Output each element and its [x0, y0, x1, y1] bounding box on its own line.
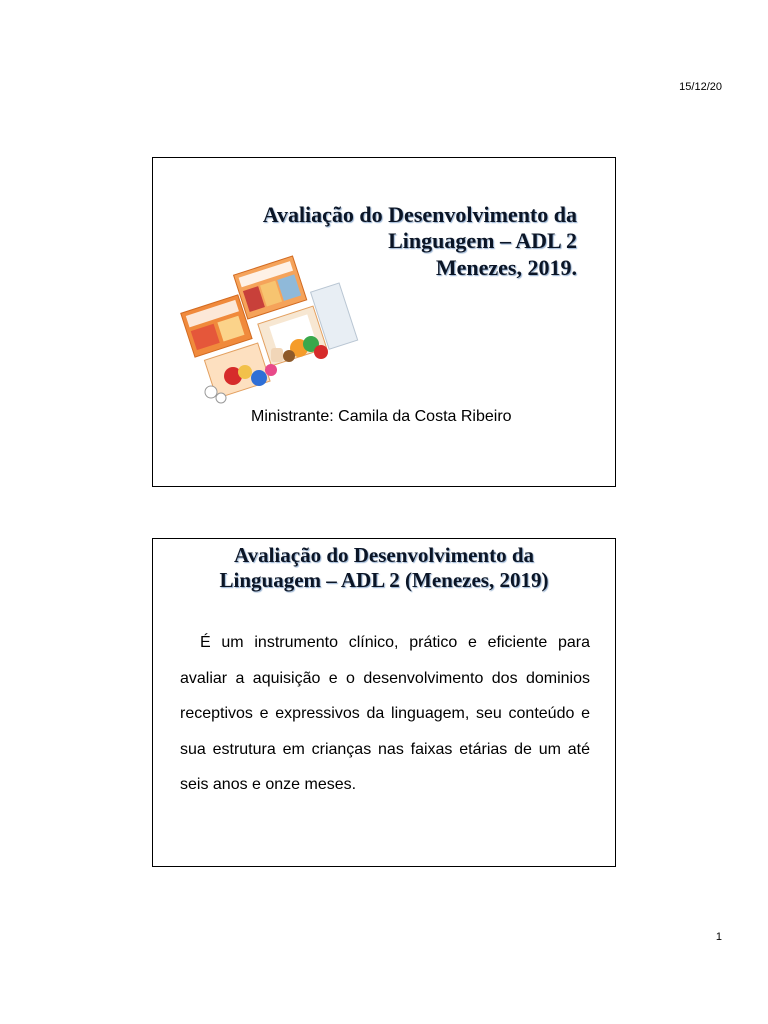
slide-1-title-line: Linguagem – ADL 2: [388, 228, 577, 254]
slide-2-title: [153, 539, 615, 593]
page-number: 1: [715, 931, 722, 943]
page-date: 15/12/20: [679, 81, 722, 93]
adl2-test-kit-image: [171, 248, 361, 418]
slide-1: [152, 157, 616, 487]
slide-2-title-line: Avaliação do Desenvolvimento da: [233, 543, 535, 567]
slide-1-title-line: Menezes, 2019.: [435, 254, 577, 280]
slide-1-title-line: Avaliação do Desenvolvimento da: [262, 202, 577, 227]
slide-2: [152, 538, 616, 867]
slide-2-body: É um instrumento clínico, prático e eficiente para avaliar a aquisição e o desenvolvimento dos dominios receptivos e expressivos da linguagem, seu conteúdo e sua estrutura em crianças nas faixas etárias de um até seis anos e onze meses.: [180, 634, 590, 793]
slide-2-title-line: Linguagem – ADL 2 (Menezes, 2019): [219, 568, 549, 593]
presenter-name: Ministrante: Camila da Costa Ribeiro: [251, 408, 512, 425]
